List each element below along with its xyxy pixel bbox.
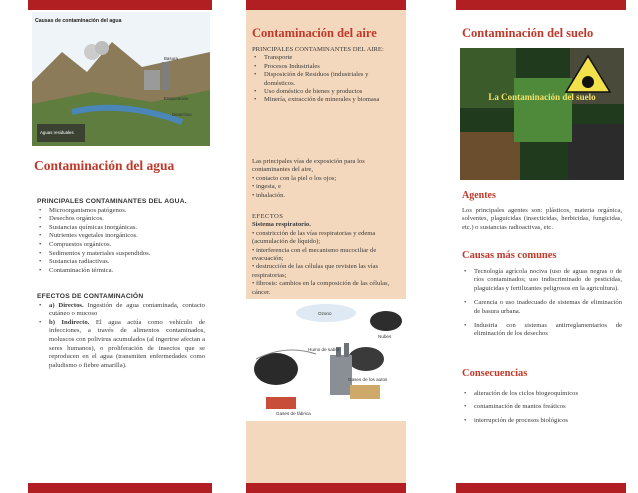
figure-label: Nubes <box>378 334 392 339</box>
list-item: • Industria con sistemas antirreglamentarios de eliminación de los desechos <box>462 322 622 339</box>
soil-collage-image <box>460 48 624 180</box>
water-effects-title: EFECTOS DE CONTAMINACIÓN <box>37 293 144 300</box>
agents-text: Los principales agentes son: plásticos, materia orgánica, solventes, plaguicidas (insecticidas, herbicidas, fungicidas, etc.) o sustancias radioactivas, etc. <box>462 207 622 231</box>
list-item: • destrucción de las células que revisten las vías respiratorias; <box>252 263 379 279</box>
list-item: • ingesta, e <box>252 183 281 191</box>
list-item: • interferencia con el mecanismo mucociliar de evacuación; <box>252 246 377 263</box>
soil-title: Contaminación del suelo <box>462 26 594 40</box>
air-contaminants-title: PRINCIPALES CONTAMINANTES DEL AIRE: <box>252 46 384 53</box>
list-item: • Tecnología agrícola nociva (uso de aguas negras o de ríos contaminados; uso indiscriminado de pesticidas, plaguicidas y fertilizantes peligrosos en la agricultura). <box>462 268 622 293</box>
list-item: • Carencia o uso inadecuado de sistemas de eliminación de basura urbana. <box>462 299 622 316</box>
air-contaminants-list <box>252 54 400 104</box>
air-effects-title: EFECTOS <box>252 213 284 220</box>
panel-water <box>28 10 212 483</box>
list-item: • alteración de los ciclos biogeoquímicos <box>462 390 622 398</box>
figure-label: Desechos <box>172 112 192 117</box>
top-bar-panel-2 <box>246 0 406 10</box>
water-title: Contaminación del agua <box>34 158 175 173</box>
list-item: • Contaminación térmica. <box>37 267 205 276</box>
list-item: • a) Directos. Ingestión de agua contaminada, contacto cutáneo o mucoso <box>37 302 205 319</box>
consequences-list <box>462 390 622 425</box>
list-item: • contaminación de mantos freáticos <box>462 403 622 411</box>
air-contaminants <box>252 46 400 105</box>
air-effects-subtitle: Sistema respiratorio. <box>252 221 311 229</box>
list-item: • Desechos orgánicos. <box>37 215 205 224</box>
figure-label: Humo de sabor <box>308 347 340 352</box>
list-item: • Sustancias químicas inorgánicas. <box>37 224 205 233</box>
list-item: • Sedimentos y materiales suspendidos. <box>37 250 205 259</box>
air-pollution-diagram <box>246 299 406 421</box>
water-contaminants <box>37 198 205 275</box>
air-effects <box>252 213 400 297</box>
list-item: • Transporte <box>252 54 400 62</box>
figure-label: Gases de fábrica <box>276 411 311 416</box>
causes-list <box>462 268 622 339</box>
top-bar-panel-3 <box>456 0 626 10</box>
figure-label: Basura <box>164 56 178 61</box>
air-title: Contaminación del aire <box>252 26 377 40</box>
water-effects <box>37 293 205 370</box>
figure-label: Evaporación <box>164 96 189 101</box>
list-item: • Sustancias radiactivas. <box>37 258 205 267</box>
panel-air <box>246 10 406 483</box>
bottom-bar-panel-2 <box>246 483 406 493</box>
bottom-bar-panel-1 <box>28 483 212 493</box>
water-contaminants-list <box>37 207 205 276</box>
list-item: • Nutrientes vegetales inorgánicos. <box>37 232 205 241</box>
list-item: • fibrosis: cambios en la composición de las células, cáncer. <box>252 280 390 296</box>
soil-figure-caption: La Contaminación del suelo <box>488 92 596 102</box>
list-item: • Procesos Industriales <box>252 63 400 71</box>
air-exposure-intro: Las principales vías de exposición para los contaminantes del aire, <box>252 158 365 174</box>
list-item: • constricción de las vías respiratorias y edema (acumulación de líquido); <box>252 229 376 246</box>
list-item: • Microorganismos patógenos. <box>37 207 205 216</box>
air-exposure <box>252 158 400 200</box>
water-contaminants-title: PRINCIPALES CONTAMINANTES DEL AGUA. <box>37 198 187 205</box>
water-cycle-diagram <box>32 12 210 146</box>
panel-soil <box>456 10 626 483</box>
list-item: • inhalación. <box>252 191 286 199</box>
figure-label: Aguas residuales <box>40 130 74 135</box>
figure-label: Ozono <box>318 311 332 316</box>
list-item: • contacto con la piel o los ojos; <box>252 174 337 182</box>
list-item: • Minería, extracción de minerales y biomasa <box>252 96 400 104</box>
causes-title: Causas más comunes <box>462 250 557 261</box>
list-item: • Compuestos orgánicos. <box>37 241 205 250</box>
list-item: • Disposición de Residuos (industriales y domésticos. <box>252 71 400 88</box>
top-bar-panel-1 <box>28 0 212 10</box>
water-effects-list <box>37 302 205 371</box>
figure-title: Causas de contaminación del agua <box>35 18 122 24</box>
list-item: • b) Indirecto. El agua actúa como vehículo de infecciones, a través de alimentos contaminados, moluscos con polivirus acumulados (al ingerirse afectan a seres humanos), o proliferación de insectos que se reproducen en el agua (transmiten enfermedades como paludismo o fiebre amarilla). <box>37 319 205 371</box>
agents-title: Agentes <box>462 190 496 201</box>
list-item: • Uso doméstico de bienes y productos <box>252 88 400 96</box>
figure-label: Gases de los autos <box>348 377 388 382</box>
list-item: • interrupción de procesos biológicos <box>462 417 622 425</box>
consequences-title: Consecuencias <box>462 368 528 379</box>
bottom-bar-panel-3 <box>456 483 626 493</box>
